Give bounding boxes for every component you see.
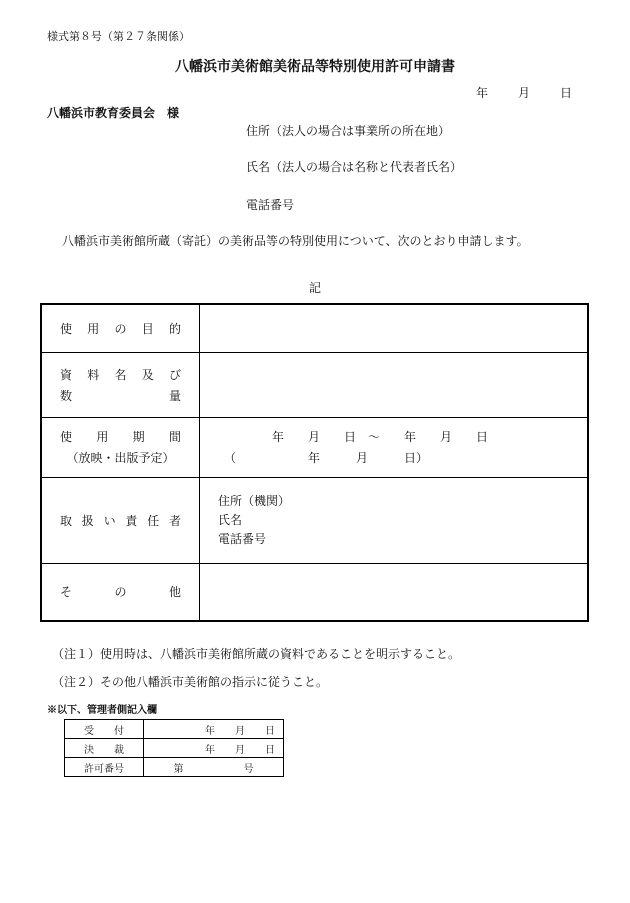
handler-char: 者	[168, 513, 181, 528]
application-details-table	[40, 303, 589, 622]
handler-char: 任	[147, 513, 160, 528]
purpose-char: 使	[60, 321, 73, 336]
application-date	[476, 84, 572, 101]
admin-value[interactable]: 年 月 日	[144, 720, 284, 739]
material-row	[41, 352, 588, 417]
applicant-address-label: 住所（法人の場合は事業所の所在地）	[246, 124, 451, 138]
purpose-char: 的	[168, 321, 181, 336]
admin-value[interactable]: 年 月 日	[144, 739, 284, 758]
purpose-char: の	[114, 321, 127, 336]
page-title: 八幡浜市美術館美術品等特別使用許可申請書	[175, 59, 455, 75]
recipient: 八幡浜市教育委員会 様	[47, 106, 180, 120]
material-char: 数	[60, 388, 73, 403]
other-char: の	[114, 585, 127, 600]
admin-row-permit-number	[65, 758, 284, 777]
ki-heading: 記	[308, 281, 321, 295]
material-char: 資	[60, 367, 73, 382]
purpose-char: 用	[87, 321, 100, 336]
form-number: 様式第８号（第２７条関係）	[47, 30, 190, 43]
handler-char: い	[103, 513, 116, 528]
admin-row-approval	[65, 739, 284, 758]
purpose-row	[41, 304, 588, 352]
period-char: 用	[96, 430, 109, 444]
admin-label: 許可番号	[65, 758, 144, 777]
purpose-char: 目	[141, 321, 154, 336]
application-statement: 八幡浜市美術館所蔵（寄託）の美術品等の特別使用について、次のとおり申請します。	[62, 234, 529, 248]
date-day: 日	[559, 86, 572, 100]
purpose-label	[41, 304, 200, 352]
material-char: び	[168, 367, 181, 382]
purpose-field[interactable]	[200, 304, 589, 352]
admin-row-reception	[65, 720, 284, 739]
handler-label	[41, 477, 200, 563]
period-sublabel: （放映・出版予定）	[66, 451, 175, 465]
handler-name-label: 氏名	[218, 512, 243, 527]
note-2: （注２）その他八幡浜市美術館の指示に従うこと。	[52, 675, 329, 689]
admin-table	[64, 719, 284, 777]
other-label	[41, 563, 200, 621]
admin-label: 受 付	[65, 720, 144, 739]
handler-char: 責	[125, 513, 138, 528]
other-char: 他	[168, 585, 181, 600]
period-label	[41, 417, 200, 477]
material-char: 料	[87, 367, 100, 382]
material-char: 量	[168, 388, 181, 403]
material-char: 名	[114, 367, 127, 382]
handler-address-label: 住所（機関）	[218, 493, 291, 508]
period-field[interactable]	[200, 417, 589, 477]
material-char: 及	[141, 367, 154, 382]
other-char: そ	[60, 585, 73, 600]
period-scheduled: （ 年 月 日）	[224, 451, 429, 465]
other-field[interactable]	[200, 563, 589, 621]
handler-field[interactable]	[200, 477, 589, 563]
other-row	[41, 563, 588, 621]
admin-value[interactable]: 第 号	[144, 758, 284, 777]
handler-char: 扱	[81, 513, 94, 528]
period-range: 年 月 日 ～ 年 月 日	[272, 430, 489, 444]
handler-char: 取	[60, 513, 73, 528]
period-char: 間	[168, 430, 181, 444]
handler-phone-label: 電話番号	[218, 531, 267, 546]
applicant-phone-label: 電話番号	[246, 198, 295, 212]
period-char: 使	[60, 430, 73, 444]
applicant-name-label: 氏名（法人の場合は名称と代表者氏名）	[246, 160, 463, 174]
material-field[interactable]	[200, 352, 589, 417]
admin-label: 決 裁	[65, 739, 144, 758]
period-row	[41, 417, 588, 477]
handler-row	[41, 477, 588, 563]
period-char: 期	[132, 430, 145, 444]
date-month: 月	[517, 86, 530, 100]
date-year: 年	[475, 86, 488, 100]
material-label	[41, 352, 200, 417]
admin-section-heading: ※以下、管理者側記入欄	[47, 705, 157, 716]
note-1: （注１）使用時は、八幡浜市美術館所蔵の資料であることを明示すること。	[52, 647, 461, 661]
